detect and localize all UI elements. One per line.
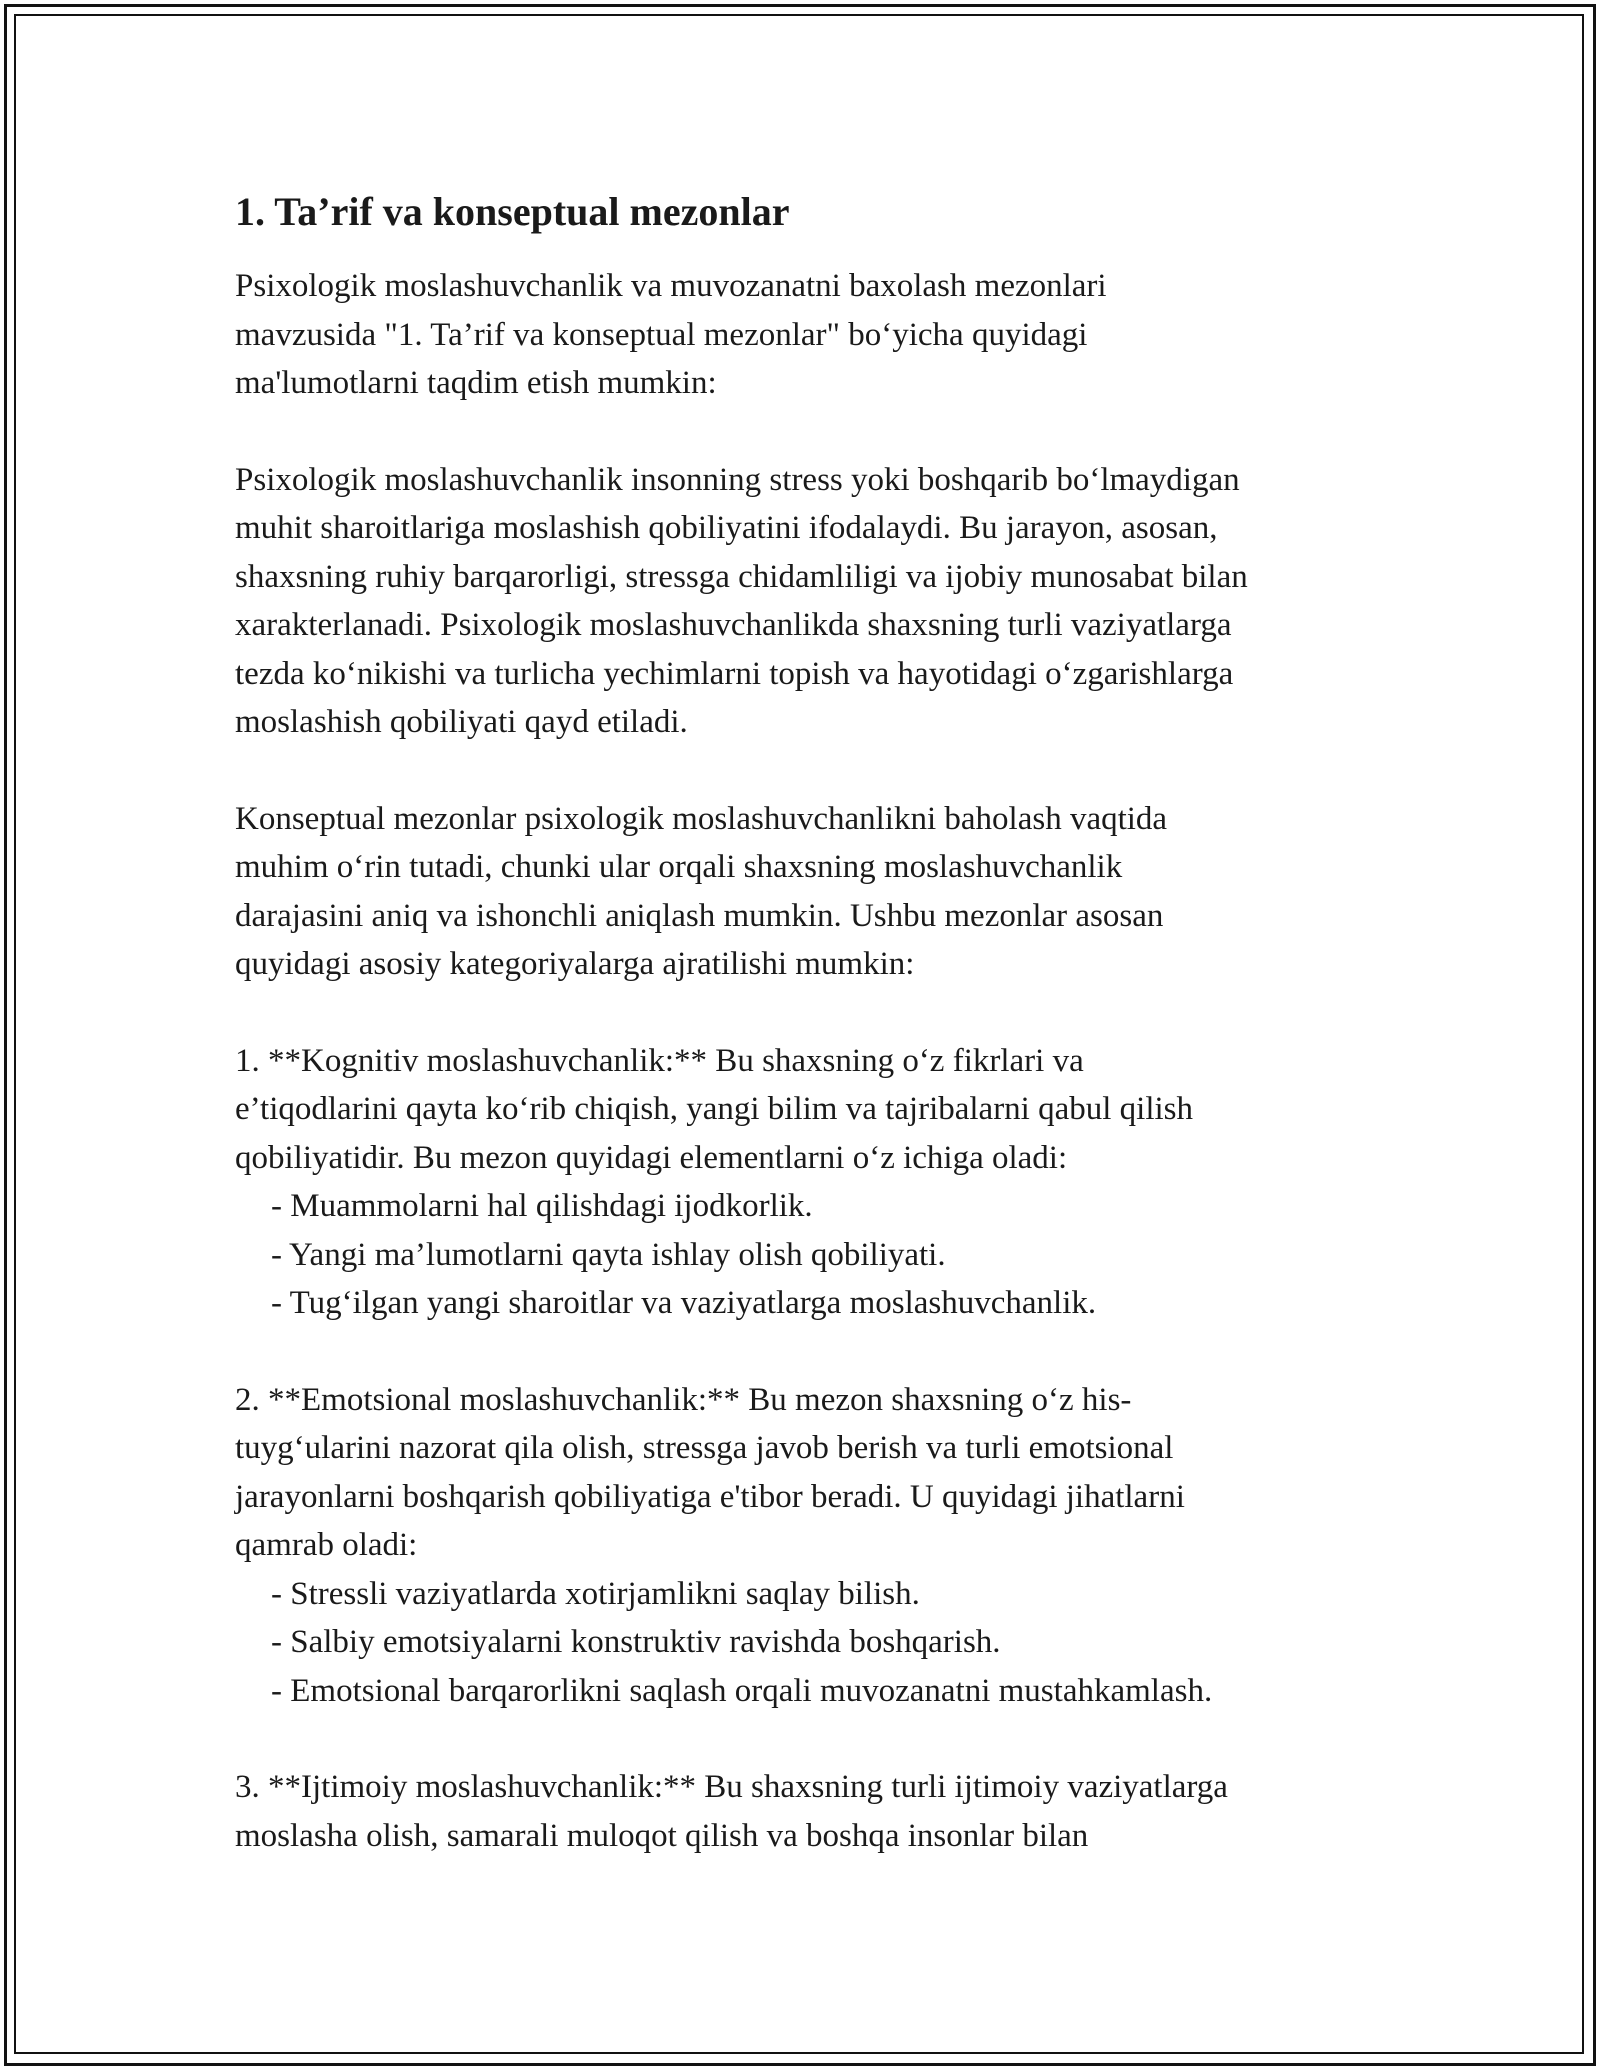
text-line: Psixologik moslashuvchanlik va muvozanatni baxolash mezonlari <box>235 268 1107 304</box>
text-line: darajasini aniq va ishonchli aniqlash mumkin. Ushbu mezonlar asosan <box>235 897 1164 934</box>
criteria-paragraph <box>235 795 1375 989</box>
sub-bullet: - Yangi ma’lumotlarni qayta ishlay olish qobiliyati. <box>271 1236 946 1273</box>
text-line: ma'lumotlarni taqdim etish mumkin: <box>235 365 717 401</box>
text-line: shaxsning ruhiy barqarorligi, stressga chidamliligi va ijobiy munosabat bilan <box>235 558 1248 595</box>
text-line: quyidagi asosiy kategoriyalarga ajratilishi mumkin: <box>235 946 915 982</box>
text-line: Psixologik moslashuvchanlik insonning stress yoki boshqarib bo‘lmaydigan <box>235 461 1240 498</box>
definition-paragraph <box>235 456 1375 747</box>
text-line: moslasha olish, samarali muloqot qilish va boshqa insonlar bilan <box>235 1817 1089 1854</box>
section-heading: 1. Ta’rif va konseptual mezonlar <box>235 189 790 234</box>
text-line: qamrab oladi: <box>235 1527 418 1563</box>
text-line: jarayonlarni boshqarish qobiliyatiga e'tibor beradi. U quyidagi jihatlarni <box>235 1478 1185 1515</box>
text-line: e’tiqodlarini qayta ko‘rib chiqish, yangi bilim va tajribalarni qabul qilish <box>235 1091 1194 1127</box>
text-line: qobiliyatidir. Bu mezon quyidagi elementlarni o‘z ichiga oladi: <box>235 1139 1068 1176</box>
sub-bullet: - Muammolarni hal qilishdagi ijodkorlik. <box>271 1188 813 1224</box>
text-line: muhit sharoitlariga moslashish qobiliyatini ifodalaydi. Bu jarayon, asosan, <box>235 510 1218 546</box>
list-item-cognitive <box>235 1037 1375 1328</box>
text-line: mavzusida "1. Ta’rif va konseptual mezonlar" bo‘yicha quyidagi <box>235 316 1088 353</box>
text-line: 1. **Kognitiv moslashuvchanlik:** Bu shaxsning o‘z fikrlari va <box>235 1042 1084 1079</box>
text-line: 2. **Emotsional moslashuvchanlik:** Bu mezon shaxsning o‘z his- <box>235 1381 1132 1418</box>
text-line: tuyg‘ularini nazorat qila olish, stressga javob berish va turli emotsional <box>235 1430 1174 1466</box>
sub-bullet: - Tug‘ilgan yangi sharoitlar va vaziyatlarga moslashuvchanlik. <box>271 1285 1097 1321</box>
text-line: 3. **Ijtimoiy moslashuvchanlik:** Bu shaxsning turli ijtimoiy vaziyatlarga <box>235 1769 1228 1805</box>
text-line: muhim o‘rin tutadi, chunki ular orqali shaxsning moslashuvchanlik <box>235 849 1123 885</box>
text-line: moslashish qobiliyati qayd etiladi. <box>235 704 688 740</box>
sub-bullet: - Salbiy emotsiyalarni konstruktiv ravishda boshqarish. <box>271 1624 1001 1660</box>
text-line: Konseptual mezonlar psixologik moslashuvchanlikni baholash vaqtida <box>235 800 1168 837</box>
sub-bullet: - Emotsional barqarorlikni saqlash orqali muvozanatni mustahkamlash. <box>271 1672 1213 1709</box>
list-item-social <box>235 1763 1375 1860</box>
list-item-emotional <box>235 1376 1375 1716</box>
intro-paragraph <box>235 262 1375 408</box>
sub-bullet: - Stressli vaziyatlarda xotirjamlikni saqlay bilish. <box>271 1575 920 1612</box>
document-body <box>235 186 1375 1860</box>
text-line: xarakterlanadi. Psixologik moslashuvchanlikda shaxsning turli vaziyatlarga <box>235 607 1232 643</box>
text-line: tezda ko‘nikishi va turlicha yechimlarni topish va hayotidagi o‘zgarishlarga <box>235 655 1234 692</box>
